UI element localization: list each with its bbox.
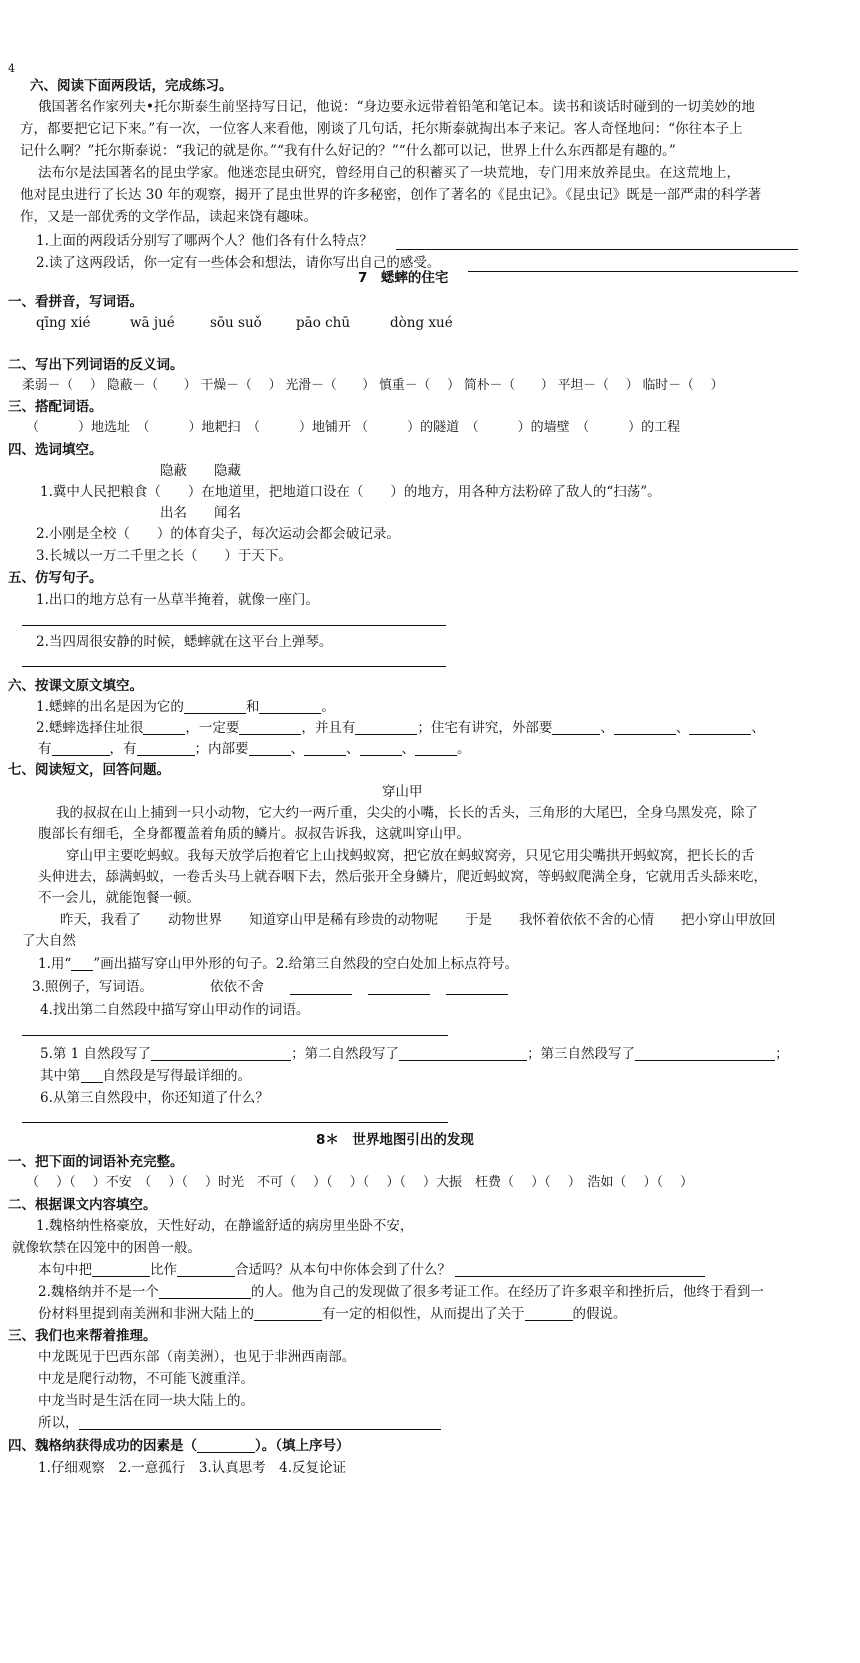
passage-line: 方，都要把它记下来。”有一次，一位客人来看他，刚谈了几句话，托尔斯泰就掏出本子来记。客人奇怪地问：“你往本子上 xyxy=(20,121,743,137)
blank[interactable] xyxy=(71,956,93,971)
section-heading: 二、根据课文内容填空。 xyxy=(8,1197,157,1213)
fill-line: 份材料里提到南美洲和非洲大陆上的 有一定的相似性，从而提出了关于 的假说。 xyxy=(38,1306,627,1322)
blank[interactable] xyxy=(92,1262,150,1277)
reasoning-line: 所以， xyxy=(38,1413,441,1433)
passage-line: 头伸进去，舔满蚂蚁，一卷舌头马上就吞咽下去，然后张开全身鳞片，爬近蚂蚁窝，等蚂蚁爬满全身，它就用舌头舔来吃， xyxy=(38,869,767,885)
answer-line[interactable] xyxy=(468,271,798,272)
question-text: 1.魏格纳性格豪放，天性好动，在静谧舒适的病房里坐卧不安， xyxy=(36,1218,414,1234)
answer-line[interactable] xyxy=(22,1035,448,1036)
question-text: 1.上面的两段话分别写了哪两个人？他们各有什么特点？ xyxy=(36,233,373,249)
question-text: 1.用“ ”画出描写穿山甲外形的句子。2.给第三自然段的空白处加上标点符号。 xyxy=(38,956,519,972)
word-choices: 隐蔽 隐藏 xyxy=(160,463,241,479)
blank[interactable] xyxy=(249,741,291,756)
blank[interactable] xyxy=(52,741,110,756)
question-text: 3.长城以一万二千里之长（ ）于天下。 xyxy=(36,548,292,564)
fill-line: 2.蟋蟀选择住址很 ，一定要 ，并且有 ；住宅有讲究，外部要 、 、 、 xyxy=(36,720,765,736)
answer-line[interactable] xyxy=(396,249,798,250)
question-text: 2.读了这两段话，你一定有一些体会和想法，请你写出自己的感受。 xyxy=(36,255,441,271)
passage-line: 作，又是一部优秀的文学作品，读起来饶有趣味。 xyxy=(20,209,317,225)
blank[interactable] xyxy=(304,741,346,756)
blank[interactable] xyxy=(79,1415,441,1430)
answer-line[interactable] xyxy=(368,994,430,995)
option-list: 1.仔细观察 2.一意孤行 3.认真思考 4.反复论证 xyxy=(38,1460,347,1476)
blank[interactable] xyxy=(552,720,600,735)
idiom-line: （ ）（ ）不安 （ ）（ ）时光 不可（ ）（ ）（ ）（ ）大振 枉费（ ）（ ） 浩如（ ）（ ） xyxy=(26,1175,694,1190)
fill-line: 有 ，有 ；内部要 、 、 、 。 xyxy=(38,741,471,757)
question-text: 就像软禁在囚笼中的困兽一般。 xyxy=(12,1240,201,1256)
passage-title: 穿山甲 xyxy=(382,784,423,800)
fill-line: 1.蟋蟀的出名是因为它的 和 。 xyxy=(36,699,335,715)
answer-line[interactable] xyxy=(22,1122,448,1123)
antonym-line: 柔弱－（ ） 隐蔽－（ ） 干燥－（ ） 光滑－（ ） 慎重－（ ） 简朴－（ ） 平坦－（ ） 临时－（ ） xyxy=(22,378,724,393)
section-heading: 三、我们也来帮着推理。 xyxy=(8,1328,157,1344)
answer-line[interactable] xyxy=(22,666,446,667)
blank[interactable] xyxy=(159,1284,251,1299)
fill-line: 2.魏格纳并不是一个 的人。他为自己的发现做了很多考证工作。在经历了许多艰辛和挫折后，他终于看到一 xyxy=(38,1284,764,1300)
page-number: 4 xyxy=(8,62,15,75)
pinyin: wā jué xyxy=(130,315,175,331)
blank[interactable] xyxy=(259,699,321,714)
question-text: 1.冀中人民把粮食（ ）在地道里，把地道口设在（ ）的地方，用各种方法粉碎了敌人的“扫荡”。 xyxy=(40,484,661,500)
passage-line: 腹部长有细毛，全身都覆盖着角质的鳞片。叔叔告诉我，这就叫穿山甲。 xyxy=(38,826,470,842)
section-heading: 一、把下面的词语补充完整。 xyxy=(8,1154,184,1170)
question-text: 2.小刚是全校（ ）的体育尖子，每次运动会都会破记录。 xyxy=(36,526,400,542)
example-word: 依依不舍 xyxy=(210,979,264,995)
blank[interactable] xyxy=(143,720,185,735)
fill-line: 5.第 1 自然段写了 ；第二自然段写了 ；第三自然段写了 ； xyxy=(40,1046,789,1062)
blank[interactable] xyxy=(239,720,301,735)
section-heading: 七、阅读短文，回答问题。 xyxy=(8,762,170,778)
reading-heading: 六、阅读下面两段话，完成练习。 xyxy=(30,78,233,94)
blank[interactable] xyxy=(415,741,457,756)
passage-line: 穿山甲主要吃蚂蚁。我每天放学后抱着它上山找蚂蚁窝，把它放在蚂蚁窝旁，只见它用尖嘴拱开蚂蚁窝，把长长的舌 xyxy=(66,848,755,864)
blank[interactable] xyxy=(399,1046,527,1061)
pinyin: dòng xué xyxy=(390,315,453,331)
passage-line: 他对昆虫进行了长达 30 年的观察，揭开了昆虫世界的许多秘密，创作了著名的《昆虫记》。《昆虫记》既是一部严肃的科学著 xyxy=(20,187,762,203)
passage-line: 俄国著名作家列夫•托尔斯泰生前坚持写日记，他说：“身边要永远带着铅笔和笔记本。读书和谈话时碰到的一切美妙的地 xyxy=(38,99,755,115)
section-heading: 四、选词填空。 xyxy=(8,442,103,458)
reasoning-line: 中龙既见于巴西东部（南美洲），也见于非洲西南部。 xyxy=(38,1349,356,1365)
passage-line: 法布尔是法国著名的昆虫学家。他迷恋昆虫研究，曾经用自己的积蓄买了一块荒地，专门用来放养昆虫。在这荒地上， xyxy=(38,165,740,181)
question-text: 3.照例子，写词语。 xyxy=(32,979,153,995)
pinyin: sōu suǒ xyxy=(210,315,262,331)
passage-line: 我的叔叔在山上捕到一只小动物，它大约一两斤重，尖尖的小嘴，长长的舌头，三角形的大尾巴，全身乌黑发亮，除了 xyxy=(56,805,758,821)
blank[interactable] xyxy=(254,1306,322,1321)
section-heading: 六、按课文原文填空。 xyxy=(8,678,143,694)
passage-line: 记什么啊？”托尔斯泰说：“我记的就是你。”“我有什么好记的？”“什么都可以记，世界上什么东西都是有趣的。” xyxy=(20,143,676,159)
answer-line[interactable] xyxy=(22,625,446,626)
pinyin: qīng xié xyxy=(36,315,91,331)
blank[interactable] xyxy=(81,1068,103,1083)
blank[interactable] xyxy=(197,1438,255,1453)
blank[interactable] xyxy=(184,699,246,714)
word-choices: 出名 闻名 xyxy=(160,505,241,521)
collocation-line: （ ）地选址 （ ）地耙扫 （ ）地铺开 （ ）的隧道 （ ）的墙壁 （ ）的工程 xyxy=(26,420,681,435)
blank[interactable] xyxy=(689,720,751,735)
lesson-title: 8＊ 世界地图引出的发现 xyxy=(316,1132,474,1148)
lesson-title: 7 蟋蟀的住宅 xyxy=(358,270,449,286)
question-text: 2.当四周很安静的时候，蟋蟀就在这平台上弹琴。 xyxy=(36,634,333,650)
section-heading: 二、写出下列词语的反义词。 xyxy=(8,357,184,373)
fill-line: 其中第 自然段是写得最详细的。 xyxy=(40,1068,251,1084)
passage-line: 昨天，我看了 动物世界 知道穿山甲是稀有珍贵的动物呢 于是 我怀着依依不舍的心情 把小穿山甲放回 xyxy=(60,912,776,928)
blank[interactable] xyxy=(151,1046,291,1061)
blank[interactable] xyxy=(525,1306,573,1321)
reasoning-line: 中龙当时是生活在同一块大陆上的。 xyxy=(38,1393,254,1409)
section-heading: 五、仿写句子。 xyxy=(8,570,103,586)
question-text: 6.从第三自然段中，你还知道了什么？ xyxy=(40,1090,269,1106)
question-text: 1.出口的地方总有一丛草半掩着，就像一座门。 xyxy=(36,592,319,608)
blank[interactable] xyxy=(355,720,417,735)
reasoning-line: 中龙是爬行动物，不可能飞渡重洋。 xyxy=(38,1371,254,1387)
section-heading: 一、看拼音，写词语。 xyxy=(8,294,143,310)
section-heading: 四、魏格纳获得成功的因素是（ ）。（填上序号） xyxy=(8,1438,350,1454)
question-text: 4.找出第二自然段中描写穿山甲动作的词语。 xyxy=(40,1002,310,1018)
blank[interactable] xyxy=(360,741,402,756)
pinyin: pāo chū xyxy=(296,315,351,331)
answer-line[interactable] xyxy=(446,994,508,995)
blank[interactable] xyxy=(455,1262,705,1277)
passage-line: 不一会儿，就能饱餐一顿。 xyxy=(38,890,200,906)
fill-line: 本句中把 比作 合适吗？从本句中你体会到了什么？ xyxy=(38,1260,705,1280)
passage-line: 了大自然 xyxy=(22,933,76,949)
blank[interactable] xyxy=(137,741,195,756)
section-heading: 三、搭配词语。 xyxy=(8,399,103,415)
blank[interactable] xyxy=(614,720,676,735)
answer-line[interactable] xyxy=(290,994,352,995)
blank[interactable] xyxy=(635,1046,775,1061)
blank[interactable] xyxy=(177,1262,235,1277)
